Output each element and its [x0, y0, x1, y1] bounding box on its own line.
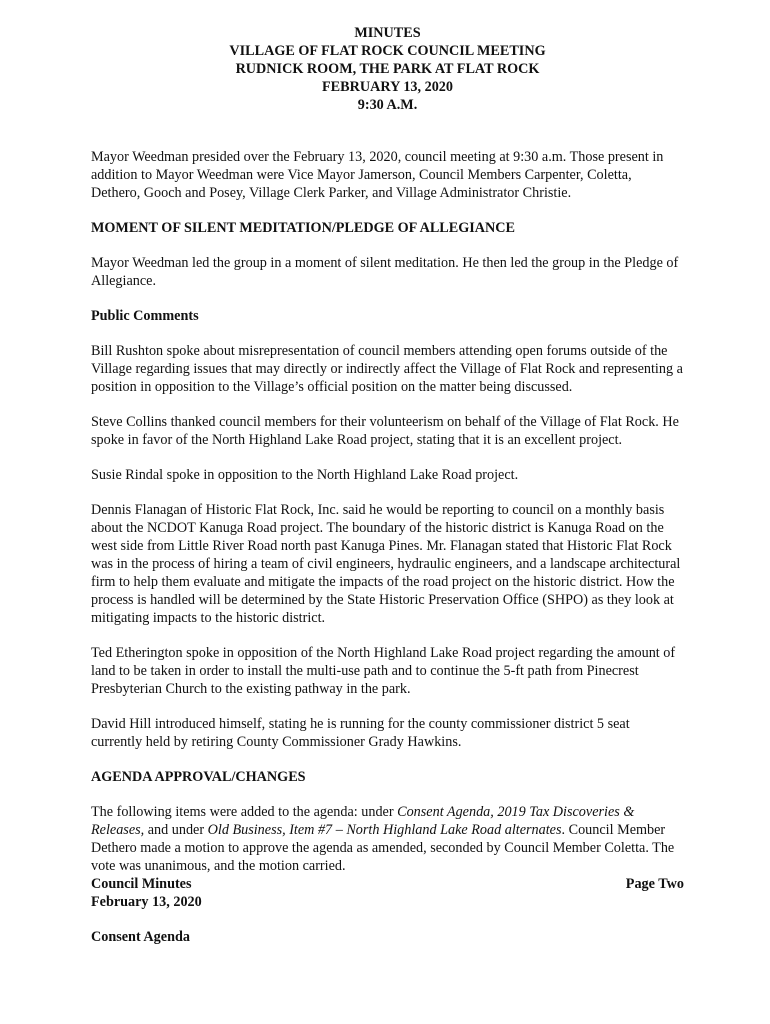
header-time: 9:30 A.M. — [357, 97, 418, 113]
section-heading-meditation: MOMENT OF SILENT MEDITATION/PLEDGE OF ALLEGIANCE — [91, 220, 515, 236]
comment-paragraph: Ted Etherington spoke in opposition of the North Highland Lake Road project regarding the amount of land to be taken in order to install the multi-use path and to continue the 5-ft path from Pinecrest Presbyterian Church to the existing pathway in the park. — [91, 645, 676, 697]
section-heading-agenda: AGENDA APPROVAL/CHANGES — [91, 769, 306, 785]
header-location: RUDNICK ROOM, THE PARK AT FLAT ROCK — [235, 61, 540, 77]
comment-paragraph: Dennis Flanagan of Historic Flat Rock, Inc. said he would be reporting to council on a monthly basis about the NCDOT Kanuga Road project. The boundary of the historic district is Kanuga Road on the west side from Little River Road north past Kanuga Pines. Mr. Flanagan stated that Historic Flat Rock was in the process of hiring a team of civil engineers, hydraulic engineers, and a landscape architectural firm to help them evaluate and mitigate the impacts of the road project on the historic district. How the process is handled will be determined by the State Historic Preservation Office (SHPO) as they look at mitigating impacts to the historic district. — [91, 502, 681, 626]
spacer — [91, 396, 684, 413]
running-title: Council Minutes — [91, 876, 192, 892]
spacer — [91, 202, 684, 219]
meditation-paragraph: Mayor Weedman led the group in a moment of silent meditation. He then led the group in the Pledge of Allegiance. — [91, 255, 679, 289]
agenda-text: and under — [144, 822, 208, 838]
running-date: February 13, 2020 — [91, 894, 202, 910]
header-date: FEBRUARY 13, 2020 — [322, 79, 453, 95]
spacer — [91, 484, 684, 501]
spacer — [91, 449, 684, 466]
comment-paragraph: Steve Collins thanked council members for their volunteerism on behalf of the Village of Flat Rock. He spoke in favor of the North Highland Lake Road project, stating that it is an excellent project. — [91, 414, 679, 448]
comment-paragraph: Susie Rindal spoke in opposition to the North Highland Lake Road project. — [91, 467, 519, 483]
agenda-text: . Council Member Dethero made a motion to approve the agenda as amended, seconded by Council Member Coletta. The vote was unanimous, and the motion carried. — [91, 822, 675, 874]
agenda-paragraph — [91, 803, 684, 875]
spacer — [91, 751, 684, 768]
comment-paragraph: Bill Rushton spoke about misrepresentation of council members attending open forums outside of the Village regarding issues that may directly or indirectly affect the Village of Flat Rock and representing a position in opposition to the Village’s official position on the matter being discussed. — [91, 343, 683, 395]
agenda-text: The following items were added to the agenda: under — [91, 804, 398, 820]
spacer — [91, 786, 684, 803]
agenda-italic-text: Old Business, Item #7 – North Highland Lake Road alternates — [207, 822, 562, 838]
header-meeting: VILLAGE OF FLAT ROCK COUNCIL MEETING — [229, 43, 546, 59]
comment-paragraph: David Hill introduced himself, stating he is running for the county commissioner district 5 seat currently held by retiring County Commissioner Grady Hawkins. — [91, 716, 630, 750]
section-heading-consent-agenda: Consent Agenda — [91, 929, 190, 945]
spacer — [91, 911, 684, 928]
document-header — [85, 24, 690, 114]
agenda-italic-text: Consent Agenda, 2019 Tax Discoveries & Releases, — [91, 804, 635, 838]
intro-paragraph: Mayor Weedman presided over the February 13, 2020, council meeting at 9:30 a.m. Those present in addition to Mayor Weedman were Vice Mayor Jamerson, Council Members Carpenter, Coletta, Dethero, Gooch and Posey, Village Clerk Parker, and Village Administrator Christie. — [91, 149, 664, 201]
section-heading-public-comments: Public Comments — [91, 308, 199, 324]
page-number: Page Two — [625, 876, 684, 892]
spacer — [91, 114, 684, 148]
spacer — [91, 290, 684, 307]
spacer — [91, 698, 684, 715]
spacer — [91, 627, 684, 644]
spacer — [91, 237, 684, 254]
header-title: MINUTES — [354, 25, 421, 41]
spacer — [91, 325, 684, 342]
running-header — [91, 875, 684, 893]
